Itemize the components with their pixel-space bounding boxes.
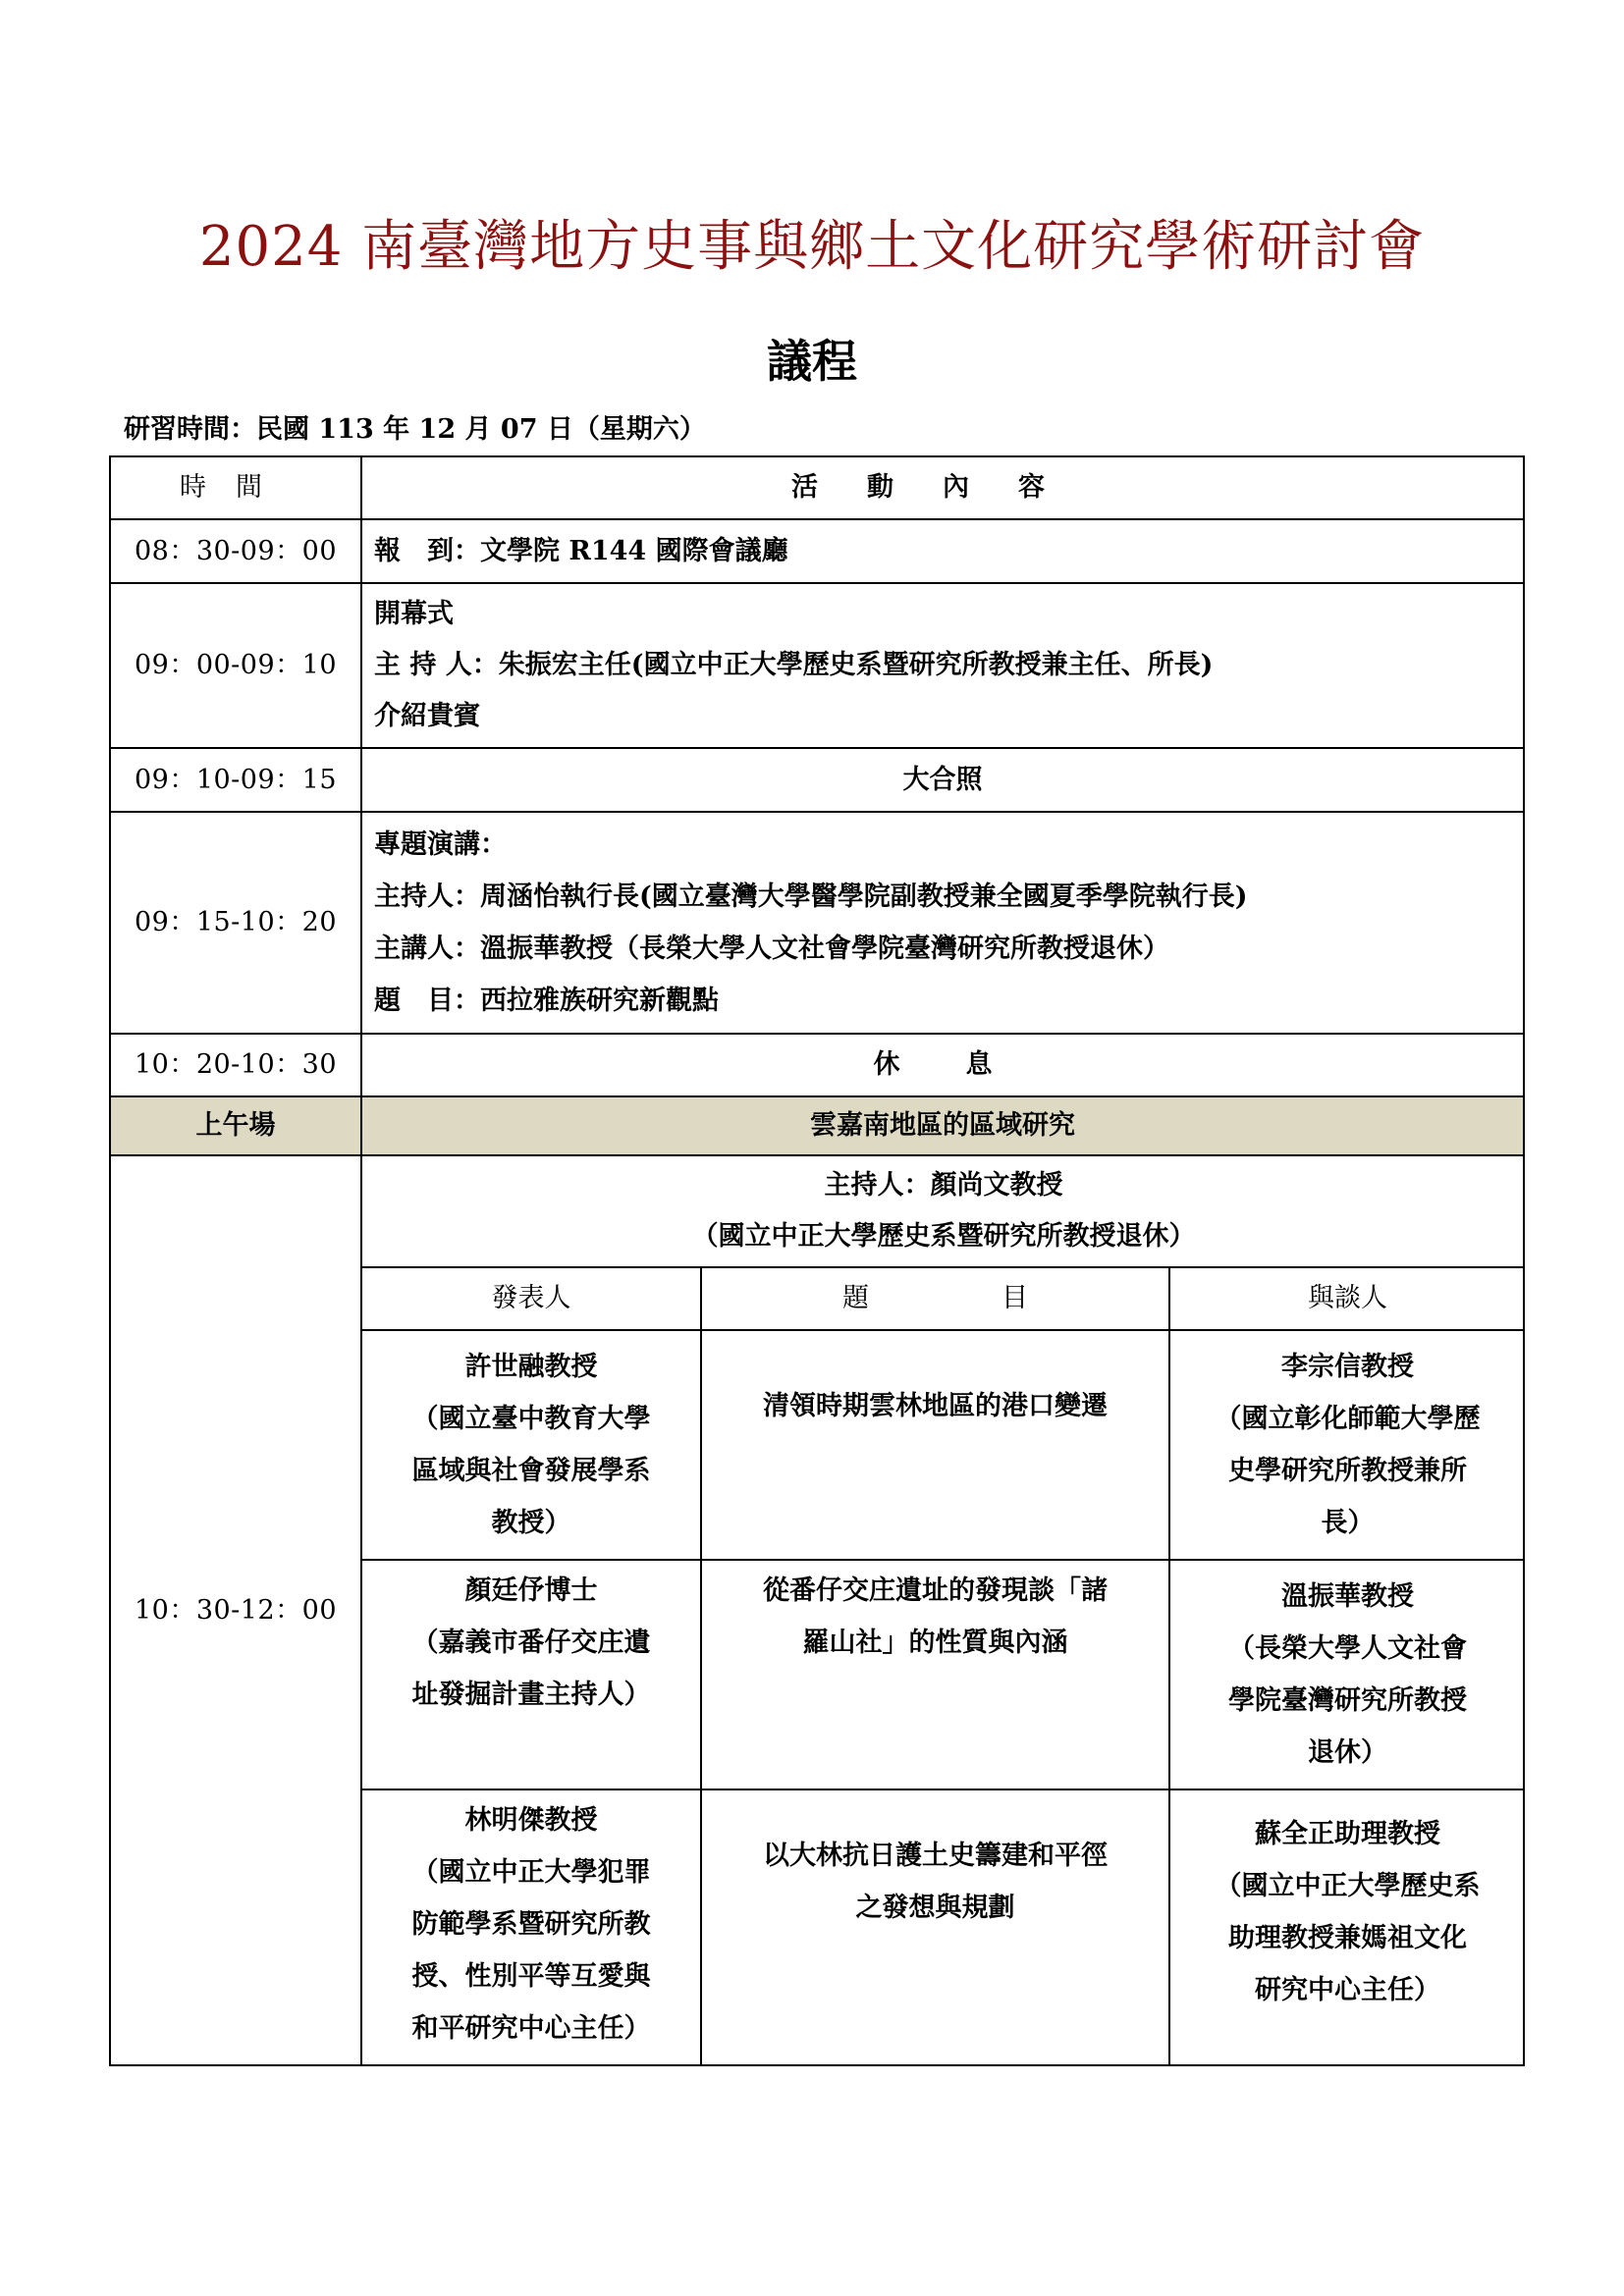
- discussant-line: 研究中心主任）: [1255, 1975, 1440, 2005]
- activity-line: 開幕式: [374, 599, 454, 629]
- discussant-cell: [1169, 1789, 1525, 2064]
- paper-row: [362, 1330, 1525, 1560]
- activity-line: 主 持 人：朱振宏主任(國立中正大學歷史系暨研究所教授兼主任、所長): [374, 650, 1214, 680]
- presenter-line: 授、性別平等互愛與: [411, 1961, 651, 1992]
- activity-line: 題 目：西拉雅族研究新觀點: [374, 986, 719, 1016]
- session-label: 上午場: [110, 1096, 361, 1155]
- row-keynote: [110, 812, 1524, 1034]
- discussant-line: 學院臺灣研究所教授: [1228, 1685, 1467, 1716]
- papers-header-row: [362, 1267, 1525, 1330]
- presenter-line: 顏廷伃博士: [464, 1575, 598, 1606]
- paper-row: [362, 1789, 1525, 2064]
- presenter-line: 區域與社會發展學系: [411, 1456, 651, 1486]
- discussant-line: （長榮大學人文社會: [1228, 1633, 1467, 1664]
- page-title: 2024 南臺灣地方史事與鄉土文化研究學術研討會: [198, 215, 1426, 279]
- activity-cell: 報 到：文學院 R144 國際會議廳: [361, 519, 1524, 583]
- header-discussant: 與談人: [1169, 1267, 1525, 1330]
- row-checkin: [110, 519, 1524, 583]
- moderator-cell: [362, 1156, 1525, 1267]
- topic-cell: [701, 1330, 1169, 1560]
- presenter-line: 址發掘計畫主持人）: [411, 1680, 651, 1710]
- topic-line: 之發想與規劃: [855, 1893, 1015, 1923]
- discussant-line: 李宗信教授: [1281, 1352, 1414, 1382]
- topic-line: 羅山社」的性質與內涵: [802, 1628, 1068, 1658]
- presenter-cell: [362, 1789, 701, 2064]
- time-cell: 09：00-09：10: [110, 583, 361, 748]
- header-topic: 題 目: [701, 1267, 1169, 1330]
- time-cell: 10：20-10：30: [110, 1034, 361, 1096]
- session-row: [110, 1096, 1524, 1155]
- row-opening: [110, 583, 1524, 748]
- date-line: 研習時間：民國 113 年 12 月 07 日（星期六）: [124, 414, 706, 445]
- presenter-line: 林明傑教授: [464, 1805, 598, 1836]
- activity-cell: [361, 812, 1524, 1034]
- activity-line: 主講人：溫振華教授（長榮大學人文社會學院臺灣研究所教授退休）: [374, 934, 1169, 964]
- presenter-cell: [362, 1560, 701, 1789]
- page-subtitle: 議程: [767, 335, 857, 388]
- activity-cell: 休 息: [361, 1034, 1524, 1096]
- presenter-line: （國立臺中教育大學: [411, 1404, 651, 1434]
- session-theme: 雲嘉南地區的區域研究: [361, 1096, 1524, 1155]
- presenter-line: 和平研究中心主任）: [411, 2013, 651, 2044]
- header-presenter: 發表人: [362, 1267, 701, 1330]
- presenter-line: （嘉義市番仔交庄遺: [411, 1628, 651, 1658]
- activity-line: 專題演講：: [374, 829, 507, 860]
- topic-line: 清領時期雲林地區的港口變遷: [763, 1391, 1108, 1421]
- presenter-line: （國立中正大學犯罪: [411, 1857, 651, 1888]
- row-break: [110, 1034, 1524, 1096]
- moderator-line: 主持人：顏尚文教授: [824, 1170, 1063, 1201]
- row-photo: [110, 748, 1524, 812]
- discussant-cell: [1169, 1330, 1525, 1560]
- discussant-line: 史學研究所教授兼所: [1228, 1456, 1467, 1486]
- header-row: [110, 456, 1524, 519]
- session-time: 10：30-12：00: [110, 1155, 361, 2065]
- activity-cell: [361, 583, 1524, 748]
- time-cell: 09：10-09：15: [110, 748, 361, 812]
- presenter-line: 防範學系暨研究所教: [411, 1909, 651, 1940]
- topic-line: 從番仔交庄遺址的發現談「諸: [763, 1575, 1108, 1606]
- paper-row: [362, 1560, 1525, 1789]
- activity-cell: 大合照: [361, 748, 1524, 812]
- agenda-table: [109, 455, 1525, 2066]
- discussant-line: （國立中正大學歷史系: [1215, 1871, 1481, 1901]
- discussant-cell: [1169, 1560, 1525, 1789]
- header-activity: 活動內容: [361, 456, 1524, 519]
- session-detail-row: [110, 1155, 1524, 2065]
- discussant-line: 蘇全正助理教授: [1255, 1819, 1440, 1849]
- discussant-line: 長）: [1321, 1508, 1375, 1538]
- discussant-line: 溫振華教授: [1281, 1581, 1414, 1612]
- presenter-line: 教授）: [491, 1508, 571, 1538]
- activity-line: 介紹貴賓: [374, 701, 480, 731]
- presenter-cell: [362, 1330, 701, 1560]
- presenter-line: 許世融教授: [464, 1352, 598, 1382]
- header-time: 時間: [110, 456, 361, 519]
- discussant-line: 助理教授兼媽祖文化: [1228, 1923, 1467, 1953]
- moderator-row: [362, 1156, 1525, 1267]
- topic-line: 以大林抗日護土史籌建和平徑: [763, 1841, 1108, 1871]
- discussant-line: 退休）: [1308, 1737, 1387, 1768]
- time-cell: 08：30-09：00: [110, 519, 361, 583]
- discussant-line: （國立彰化師範大學歷: [1215, 1404, 1481, 1434]
- topic-cell: [701, 1560, 1169, 1789]
- topic-cell: [701, 1789, 1169, 2064]
- time-cell: 09：15-10：20: [110, 812, 361, 1034]
- papers-table: [362, 1156, 1525, 2064]
- session-detail: [361, 1155, 1524, 2065]
- activity-line: 主持人：周涵怡執行長(國立臺灣大學醫學院副教授兼全國夏季學院執行長): [374, 881, 1248, 912]
- moderator-line: （國立中正大學歷史系暨研究所教授退休）: [691, 1221, 1196, 1252]
